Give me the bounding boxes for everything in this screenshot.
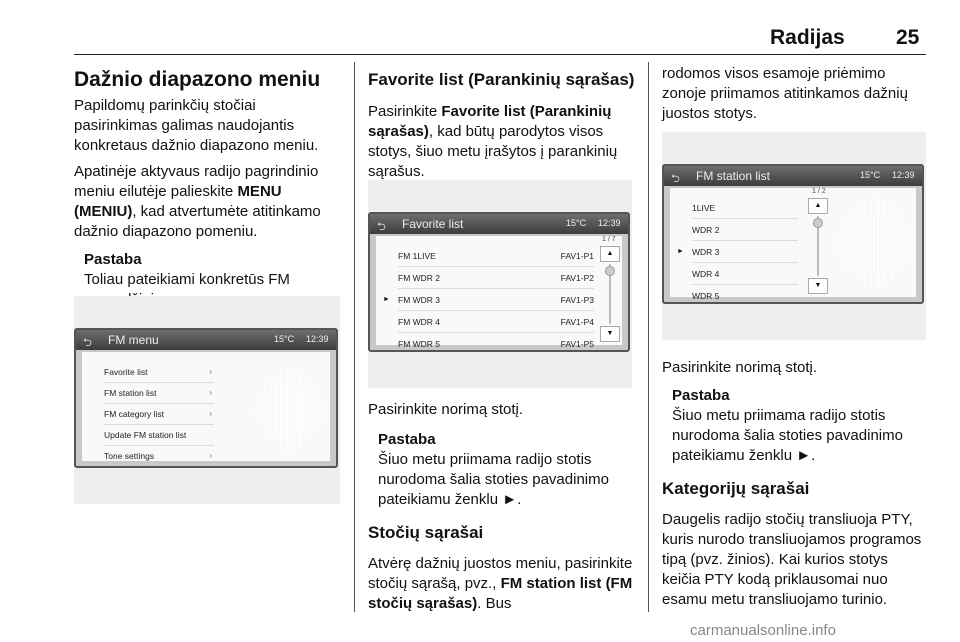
paragraph: Apatinėje aktyvaus radijo pagrindinio meniu eilutėje palieskite MENU (MENIU), kad atvertumėte atitinkamo dažnio diapazono pomeniu.	[74, 163, 321, 240]
sound-wave-graphic	[836, 198, 916, 288]
note-text: Šiuo metu priimama radijo stotis nurodoma šalia stoties pavadinimo pateikiamu ženklu ►.	[378, 451, 609, 508]
favorite-slot: FAV1-P2	[560, 273, 594, 283]
column-2	[368, 58, 638, 182]
watermark: carmanualsonline.info	[690, 622, 836, 639]
favorite-slot: FAV1-P3	[560, 295, 594, 305]
temperature: 15°C	[274, 334, 295, 344]
station-row[interactable]	[692, 220, 798, 241]
menu-item-label: FM category list	[104, 409, 164, 419]
paragraph: Daugelis radijo stočių transliuoja PTY, kuris nurodo transliuojamos programos tipą (pvz. žinios). Kai kurios stotys keičia PTY kodą priklausomai nuo esamu metu transliuojamo turinio.	[662, 511, 922, 608]
station-name: WDR 4	[692, 269, 720, 279]
scroll-down-button[interactable]: ▼	[808, 278, 828, 294]
paragraph: Papildomų parinkčių stočiai pasirinkimas galimas naudojantis konkretaus dažnio diapazono meniu.	[74, 97, 319, 154]
chevron-right-icon: ›	[209, 388, 212, 397]
station-name: WDR 5	[692, 291, 720, 301]
station-list-display	[662, 164, 924, 304]
menu-item-label: FM station list	[104, 388, 157, 398]
favorite-station-list	[376, 236, 622, 349]
station-name: WDR 2	[692, 225, 720, 235]
menu-item[interactable]	[104, 362, 214, 383]
note-title: Pastaba	[84, 251, 142, 268]
fm-menu-screenshot	[74, 296, 340, 504]
column-separator-1	[354, 62, 355, 612]
section-heading: Favorite list (Parankinių sąrašas)	[368, 70, 635, 89]
station-row[interactable]	[692, 264, 798, 285]
column-3-lower	[662, 358, 926, 610]
back-arrow-icon[interactable]: ⮌	[377, 221, 386, 233]
scroll-down-button[interactable]: ▼	[600, 326, 620, 342]
favorite-station-row[interactable]	[398, 334, 594, 352]
clock: 12:39	[892, 170, 915, 180]
favorite-station-row[interactable]	[398, 312, 594, 333]
favorite-slot: FAV1-P4	[560, 317, 594, 327]
clock: 12:39	[598, 218, 621, 228]
scroll-up-button[interactable]: ▲	[600, 246, 620, 262]
section-heading: Stočių sąrašai	[368, 523, 484, 542]
menu-item[interactable]	[104, 446, 214, 467]
page-header-title: Radijas	[770, 26, 845, 49]
fm-menu-display	[74, 328, 338, 468]
station-name: 1LIVE	[692, 203, 716, 213]
column-separator-2	[648, 62, 649, 612]
section-heading: Dažnio diapazono meniu	[74, 68, 321, 91]
page-indicator: 1 / 2	[812, 188, 826, 195]
note	[378, 430, 638, 510]
note-text: Šiuo metu priimama radijo stotis nurodoma šalia stoties pavadinimo pateikiamu ženklu ►.	[672, 407, 903, 464]
header-rule	[74, 54, 926, 55]
favorite-list-screenshot	[368, 180, 632, 388]
column-3	[662, 58, 926, 124]
back-arrow-icon[interactable]: ⮌	[83, 337, 92, 349]
scroll-knob[interactable]	[605, 266, 615, 276]
title-bar	[664, 166, 922, 186]
paragraph: Pasirinkite Favorite list (Parankinių sąrašas), kad būtų parodytos visos stotys, šiuo metu įrašytos į parankinių sąrašus.	[368, 103, 618, 180]
station-row[interactable]	[692, 242, 798, 263]
chevron-right-icon: ›	[209, 451, 212, 460]
station-list-screenshot	[662, 132, 926, 340]
station-name: FM WDR 4	[398, 317, 441, 327]
page-number: 25	[896, 26, 920, 49]
note-title: Pastaba	[672, 387, 730, 404]
screen-title: FM menu	[108, 333, 159, 347]
station-row[interactable]	[692, 286, 798, 304]
temperature: 15°C	[860, 170, 881, 180]
menu-item[interactable]	[104, 383, 214, 404]
station-name: WDR 3	[692, 247, 720, 257]
favorite-station-row[interactable]	[398, 246, 594, 267]
station-name: FM WDR 2	[398, 273, 441, 283]
menu-item-label: Update FM station list	[104, 430, 187, 440]
favorite-station-row[interactable]	[398, 290, 594, 311]
favorite-slot: FAV1-P5	[560, 339, 594, 349]
title-bar	[76, 330, 336, 350]
scroll-up-button[interactable]: ▲	[808, 198, 828, 214]
note	[672, 386, 926, 466]
scroll-knob[interactable]	[813, 218, 823, 228]
menu-item[interactable]	[104, 425, 214, 446]
station-name: FM WDR 3	[398, 295, 441, 305]
menu-item[interactable]	[104, 404, 214, 425]
sound-wave-graphic	[254, 370, 324, 450]
station-name: FM 1LIVE	[398, 251, 436, 261]
title-bar	[370, 214, 628, 234]
column-2-lower	[368, 400, 638, 614]
favorite-station-row[interactable]	[398, 268, 594, 289]
column-1	[74, 58, 340, 310]
note-text: Toliau pateikiami konkretūs FM	[84, 271, 290, 288]
page-indicator: 1 / 7	[602, 236, 616, 243]
favorite-list-display	[368, 212, 630, 352]
paragraph: Atvėrę dažnių juostos meniu, pasirinkite stočių sąrašą, pvz., FM station list (FM stočių sąrašas). Bus	[368, 555, 633, 612]
station-row[interactable]	[692, 198, 798, 219]
screen-title: FM station list	[696, 169, 771, 183]
station-name: FM WDR 5	[398, 339, 441, 349]
screen-title: Favorite list	[402, 217, 464, 231]
menu-item-label: Tone settings	[104, 451, 155, 461]
play-marker-icon: ►	[677, 248, 684, 255]
favorite-slot: FAV1-P1	[560, 251, 594, 261]
menu-item-label: Favorite list	[104, 367, 148, 377]
back-arrow-icon[interactable]: ⮌	[671, 173, 680, 185]
paragraph: Pasirinkite norimą stotį.	[368, 401, 524, 418]
temperature: 15°C	[566, 218, 587, 228]
paragraph: Pasirinkite norimą stotį.	[662, 359, 818, 376]
chevron-right-icon: ›	[209, 367, 212, 376]
scrollbar[interactable]	[600, 246, 620, 344]
clock: 12:39	[306, 334, 329, 344]
paragraph: rodomos visos esamoje priėmimo zonoje priimamos atitinkamos dažnių juostos stotys.	[662, 65, 908, 122]
chevron-right-icon: ›	[209, 409, 212, 418]
scrollbar[interactable]	[808, 198, 828, 296]
note-title: Pastaba	[378, 431, 436, 448]
play-marker-icon: ►	[383, 296, 390, 303]
section-heading: Kategorijų sąrašai	[662, 479, 810, 498]
